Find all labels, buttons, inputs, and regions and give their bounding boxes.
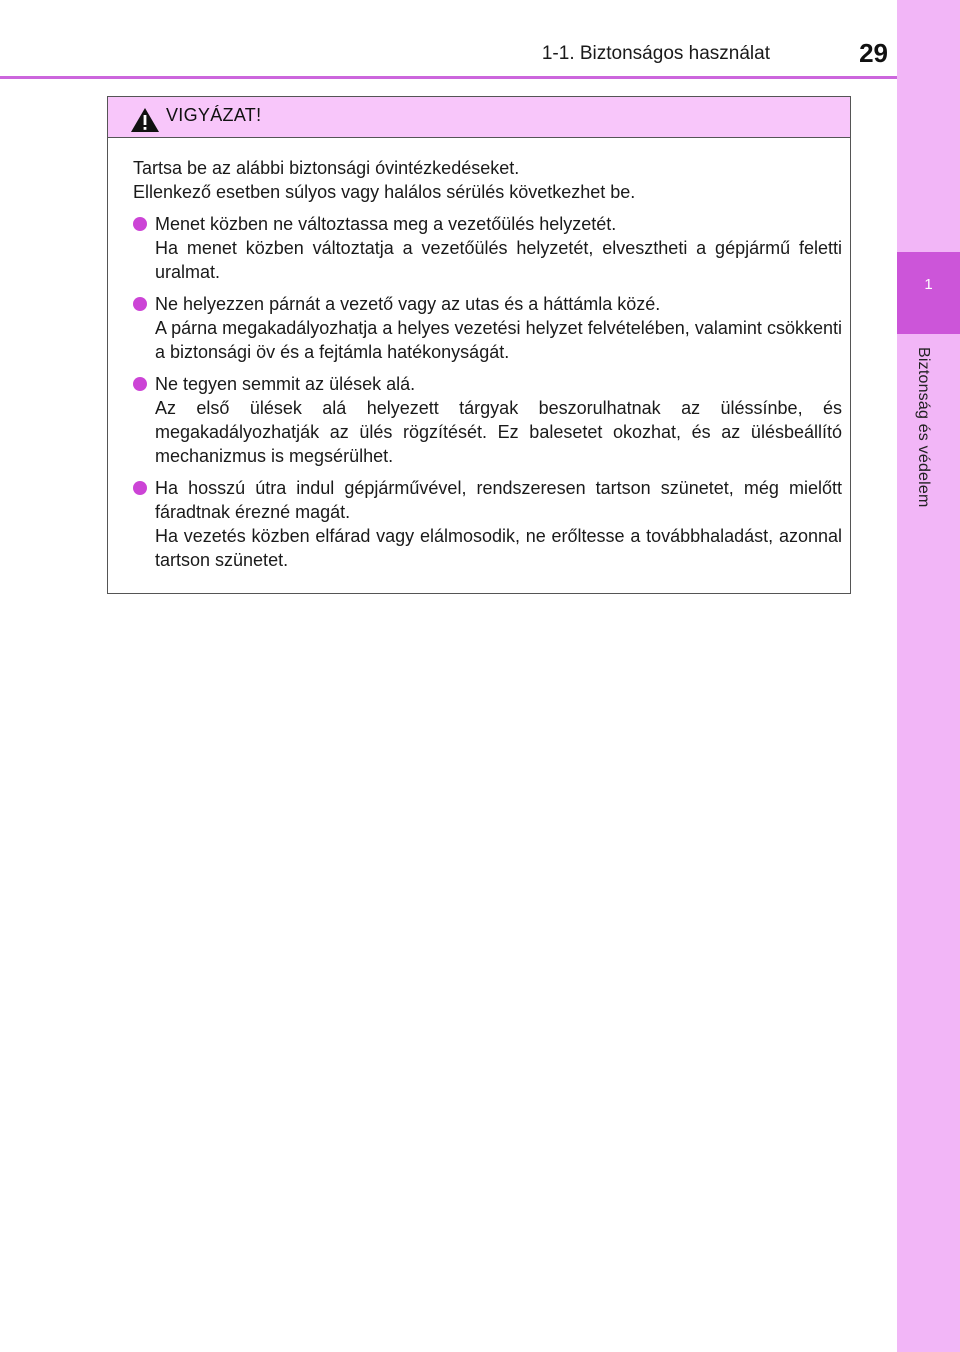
warning-item-heading: Ha hosszú útra indul gépjárművével, rendszeresen tartson szünetet, még mielőtt fáradtnak érezné magát. xyxy=(155,478,842,522)
bullet-dot-icon xyxy=(133,481,147,495)
chapter-title: Biztonság és védelem xyxy=(915,347,932,508)
warning-item-heading: Ne tegyen semmit az ülések alá. xyxy=(155,374,416,394)
warning-item-body: A párna megakadályozhatja a helyes vezetési helyzet felvételében, valamint csökkenti a biztonsági öv és a fejtámla hatékonyságát. xyxy=(155,318,842,362)
warning-item-heading: Ne helyezzen párnát a vezető vagy az utas és a háttámla közé. xyxy=(155,294,661,314)
warning-header xyxy=(108,97,850,138)
section-title: 1-1. Biztonságos használat xyxy=(541,43,770,64)
chapter-number: 1 xyxy=(924,276,933,293)
header-rule xyxy=(0,76,897,79)
warning-item xyxy=(133,372,842,468)
warning-triangle-icon xyxy=(130,107,160,133)
warning-item xyxy=(133,212,842,284)
intro-line: Ellenkező esetben súlyos vagy halálos sérülés következhet be. xyxy=(133,182,636,202)
warning-box xyxy=(107,96,851,594)
bullet-dot-icon xyxy=(133,377,147,391)
warning-title: VIGYÁZAT! xyxy=(166,105,262,125)
warning-item xyxy=(133,292,842,364)
warning-item xyxy=(133,476,842,572)
warning-item-body: Ha menet közben változtatja a vezetőülés helyzetét, elvesztheti a gépjármű feletti uralmat. xyxy=(155,238,842,282)
warning-item-body: Az első ülések alá helyezett tárgyak beszorulhatnak az üléssínbe, és megakadályozhatják az ülés rögzítését. Ez balesetet okozhat, és az ülésbeállító mechanizmus is megsérülhet. xyxy=(155,398,842,466)
intro-line: Tartsa be az alábbi biztonsági óvintézkedéseket. xyxy=(133,158,520,178)
bullet-dot-icon xyxy=(133,217,147,231)
warning-item-heading: Menet közben ne változtassa meg a vezetőülés helyzetét. xyxy=(155,214,617,234)
warning-intro xyxy=(133,156,842,204)
chapter-sidebar xyxy=(897,0,960,1352)
warning-item-body: Ha vezetés közben elfárad vagy elálmosodik, ne erőltesse a továbbhaladást, azonnal tartson szünetet. xyxy=(155,526,842,570)
page-number: 29 xyxy=(859,38,888,68)
chapter-tab xyxy=(897,252,960,334)
warning-body xyxy=(108,138,850,572)
bullet-dot-icon xyxy=(133,297,147,311)
